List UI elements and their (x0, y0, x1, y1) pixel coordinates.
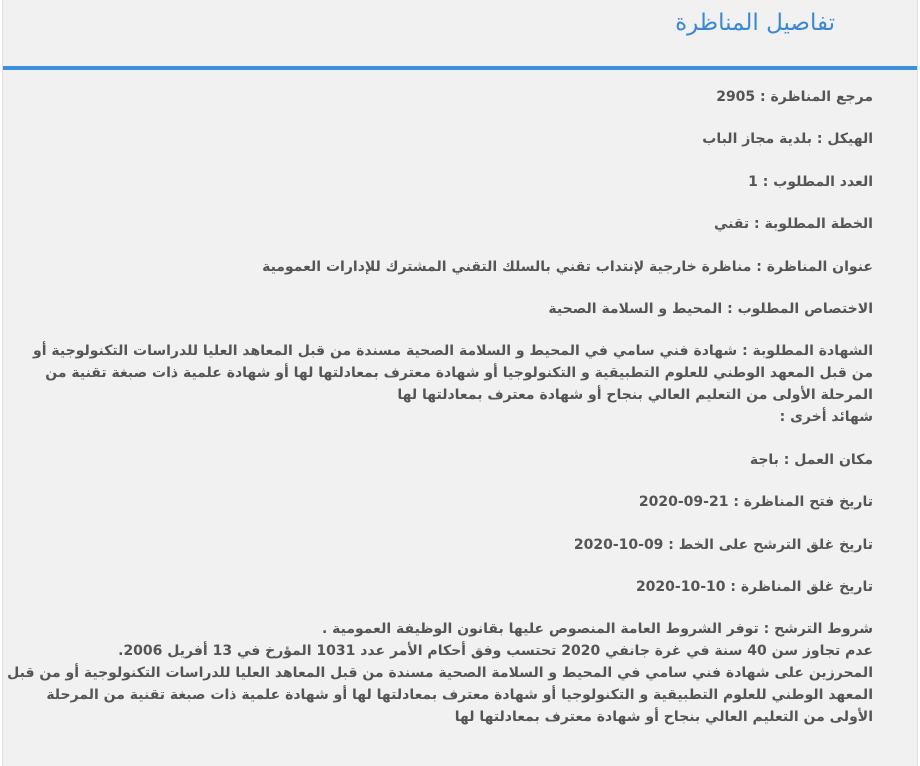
field-reference (15, 86, 873, 108)
field-value: 09-10-2020 (573, 536, 664, 553)
field-structure (15, 128, 873, 150)
field-label: شهائد أخرى : (779, 409, 873, 426)
contest-details-page (2, 0, 918, 766)
field-other-certificates (15, 406, 873, 428)
page-header (3, 0, 917, 70)
field-value: مناظرة خارجية لإنتداب تقني بالسلك التقني المشترك للإدارات العمومية (262, 258, 752, 275)
field-value: شهادة فني سامي في المحيط و السلامة الصحية مسندة من قبل المعاهد العليا للدراسات التكنولوجية أو (33, 343, 738, 360)
field-value-line: عدم تجاوز سن 40 سنة في غرة جانفي 2020 تحتسب وفق أحكام الأمر عدد 1031 المؤرخ في 13 أفريل 2006. (118, 643, 873, 660)
field-value-line: المحرزين على شهادة فني سامي في المحيط و السلامة الصحية مسندة من قبل المعاهد العليا للدراسات التكنولوجية أو من قبل (7, 665, 873, 682)
field-label: تاريخ فتح المناظرة : (733, 494, 873, 511)
field-conditions (7, 618, 873, 728)
field-value-line: من قبل المعهد الوطني للعلوم التطبيقية و التكنولوجيا أو شهادة معترف بمعادلتها لها أو شهادة علمية ذات صبغة تقنية من (45, 365, 873, 382)
field-label: عنوان المناظرة : (756, 258, 873, 275)
field-value: باجة (749, 451, 779, 468)
field-label: الاختصاص المطلوب : (727, 300, 873, 317)
field-position (15, 213, 873, 235)
field-label: الخطة المطلوبة : (754, 216, 873, 233)
field-label: الهيكل : (816, 131, 873, 148)
field-value-line: المعهد الوطني للعلوم التطبيقية و التكنولوجيا أو شهادة معترف بمعادلتها لها أو شهادة علمية ذات صبغة تقنية من المرحلة (46, 687, 873, 704)
page-title: تفاصيل المناظرة (675, 10, 835, 36)
field-value: تقني (713, 216, 750, 233)
field-specialty (15, 298, 873, 320)
field-contest-title (15, 256, 873, 278)
field-online-close-date (15, 534, 873, 556)
field-label: مكان العمل : (783, 451, 873, 468)
field-close-date (15, 576, 873, 598)
field-value-line: الأولى من التعليم العالي بنجاح أو شهادة معترف بمعادلتها لها (454, 709, 873, 726)
field-label: تاريخ غلق الترشح على الخط : (668, 536, 873, 553)
field-label: مرجع المناظرة : (760, 89, 873, 105)
field-value: 1 (748, 173, 758, 190)
field-workplace (15, 449, 873, 471)
field-label: تاريخ غلق المناظرة : (730, 578, 873, 595)
details-list (7, 86, 873, 728)
field-certificate (15, 340, 873, 406)
field-label: العدد المطلوب : (762, 173, 873, 190)
field-value: 10-10-2020 (635, 578, 726, 595)
field-label: الشهادة المطلوبة : (742, 343, 873, 360)
field-value: بلدية مجاز الباب (702, 131, 812, 148)
field-value: توفر الشروط العامة المنصوص عليها بقانون الوظيفة العمومية . (321, 621, 759, 638)
field-value: 21-09-2020 (638, 494, 729, 511)
field-value-line: المرحلة الأولى من التعليم العالي بنجاح أو شهادة معترف بمعادلتها لها (397, 387, 873, 404)
field-value: المحيط و السلامة الصحية (548, 300, 723, 317)
field-label: شروط الترشح : (763, 621, 873, 638)
field-open-date (15, 491, 873, 513)
field-value: 2905 (716, 89, 756, 105)
field-count (15, 171, 873, 193)
